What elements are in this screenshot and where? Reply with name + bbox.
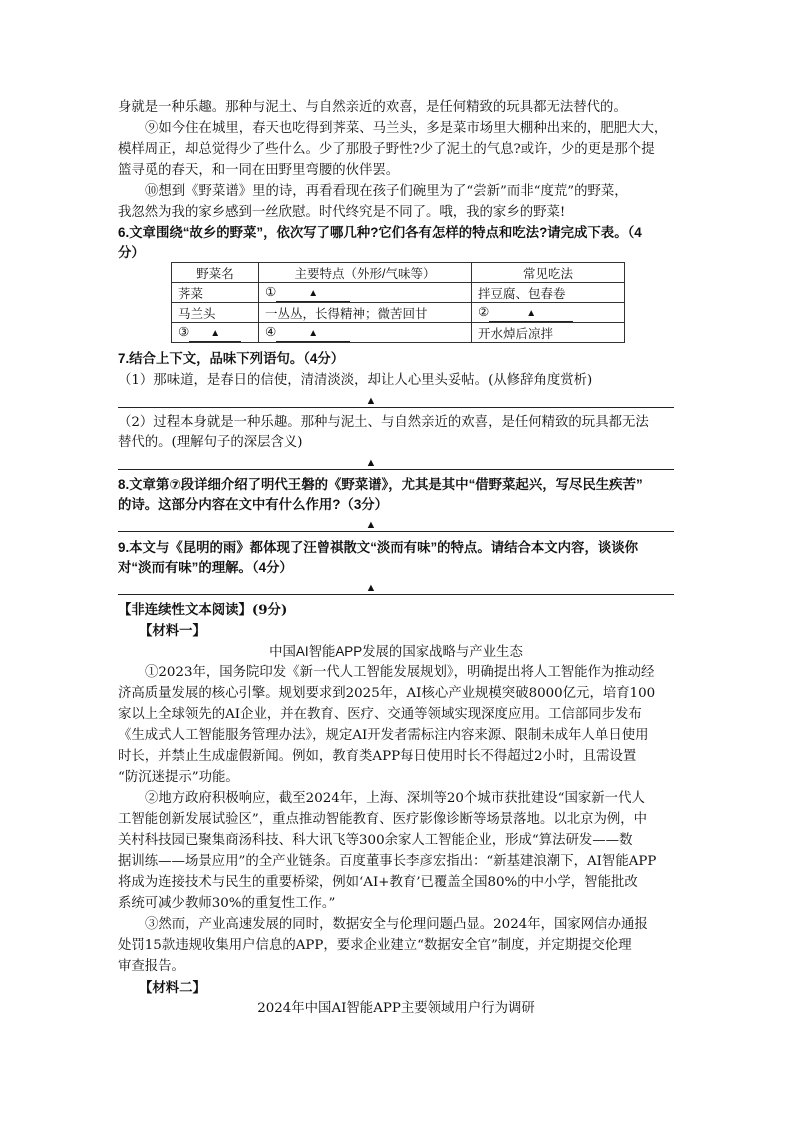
question-7: 7.结合上下文，品味下列语句。（4分） bbox=[118, 351, 345, 366]
answer-line[interactable] bbox=[118, 407, 674, 408]
question-7-item-2: （2）过程本身就是一种乐趣。那种与泥土、与自然亲近的欢喜，是任何精致的玩具都无法 bbox=[118, 415, 649, 430]
question-7-item-1: （1）那味道，是春日的信使，清清淡淡，却让人心里头妥帖。(从修辞角度赏析) bbox=[118, 373, 593, 388]
paragraph-1: ①2023年，国务院印发《新一代人工智能发展规划》，明确提出将人工智能作为推动经 bbox=[145, 665, 655, 680]
table-cell: 开水焯后凉拌 bbox=[472, 323, 625, 343]
blank-label: ③ bbox=[178, 324, 190, 339]
paragraph-2-cont: 系统可减少教师30%的重复性工作。” bbox=[118, 896, 336, 911]
triangle-marker: ▲ bbox=[308, 287, 319, 299]
table-cell bbox=[259, 323, 472, 343]
answer-marker: ▲ bbox=[365, 395, 377, 407]
triangle-marker: ▲ bbox=[308, 327, 319, 339]
blank-label: ④ bbox=[265, 324, 277, 339]
material-1-title: 中国AI智能APP发展的国家战略与产业生态 bbox=[269, 644, 523, 659]
paragraph-9-cont: 模样周正，却总觉得少了些什么。少了那股子野性?少了泥土的气息?或许，少的更是那个提 bbox=[118, 142, 655, 157]
triangle-marker: ▲ bbox=[526, 307, 537, 319]
answer-marker: ▲ bbox=[365, 519, 377, 531]
paragraph-3-cont: 审查报告。 bbox=[118, 959, 185, 974]
paragraph-2-cont: 工智能创新发展试验区”，重点推动智能教育、医疗影像诊断等场景落地。以北京为例，中 bbox=[118, 812, 648, 827]
paragraph-2-cont: 关村科技园已聚集商汤科技、科大讯飞等300余家人工智能企业，形成“算法研发——数 bbox=[118, 833, 633, 848]
vegetable-table bbox=[171, 262, 625, 343]
question-9: 9.本文与《昆明的雨》都体现了汪曾祺散文“淡而有味”的特点。请结合本文内容，谈谈你 bbox=[118, 540, 639, 555]
paragraph-1-cont: 家以上全球领先的AI企业，并在教育、医疗、交通等领域实现深度应用。工信部同步发布 bbox=[118, 707, 642, 722]
paragraph-9-cont: 篮寻觅的春天，和一同在田野里弯腰的伙伴罢。 bbox=[118, 163, 400, 178]
paragraph-2-cont: 将成为连接技术与民生的重要桥梁，例如‘AI+教育’已覆盖全国80%的中小学，智能批改 bbox=[118, 875, 638, 890]
paragraph-1-cont: 济高质量发展的核心引擎。规划要求到2025年，AI核心产业规模突破8000亿元，培育100 bbox=[118, 686, 656, 701]
paragraph-3-cont: 处罚15款违规收集用户信息的APP，要求企业建立“数据安全官”制度，并定期提交伦理 bbox=[118, 938, 632, 953]
answer-blank[interactable] bbox=[276, 327, 350, 342]
table-cell bbox=[172, 323, 259, 343]
table-cell: 马兰头 bbox=[172, 303, 259, 323]
table-row bbox=[172, 303, 625, 323]
table-cell: 荠菜 bbox=[172, 283, 259, 303]
answer-blank[interactable] bbox=[189, 327, 241, 342]
paragraph-2-cont: 据训练——场景应用”的全产业链条。百度董事长李彦宏指出：“新基建浪潮下，AI智能APP bbox=[118, 854, 657, 869]
question-6: 6.文章围绕“故乡的野菜”，依次写了哪几种?它们各有怎样的特点和吃法?请完成下表。（4 bbox=[118, 225, 642, 240]
answer-line[interactable] bbox=[118, 469, 674, 470]
table-cell bbox=[259, 283, 472, 303]
paragraph-10-cont: 我忽然为我的家乡感到一丝欣慰。时代终究是不同了。哦，我的家乡的野菜! bbox=[118, 205, 566, 220]
column-header: 主要特点（外形/气味等） bbox=[259, 263, 472, 283]
paragraph-10: ⑩想到《野菜谱》里的诗，再看看现在孩子们碗里为了“尝新”而非“度荒”的野菜， bbox=[145, 184, 628, 199]
question-8-cont: 的诗。这部分内容在文中有什么作用?（3分） bbox=[118, 497, 389, 512]
table-row bbox=[172, 323, 625, 343]
question-6-cont: 分） bbox=[118, 245, 145, 260]
answer-line[interactable] bbox=[118, 594, 674, 595]
table-header-row bbox=[172, 263, 625, 283]
blank-label: ② bbox=[478, 304, 490, 319]
question-7-item-2-cont: 替代的。(理解句子的深层含义) bbox=[118, 435, 303, 450]
paragraph-1-cont: “防沉迷提示”功能。 bbox=[118, 770, 239, 785]
triangle-marker: ▲ bbox=[210, 327, 221, 339]
table-cell: 拌豆腐、包春卷 bbox=[472, 283, 625, 303]
answer-blank[interactable] bbox=[276, 287, 350, 302]
question-9-cont: 对“淡而有味”的理解。（4分） bbox=[118, 560, 293, 575]
column-header: 野菜名 bbox=[172, 263, 259, 283]
blank-label: ① bbox=[265, 284, 277, 299]
answer-line[interactable] bbox=[118, 531, 674, 532]
paragraph-9: ⑨如今住在城里，春天也吃得到荠菜、马兰头，多是菜市场里大棚种出来的，肥肥大大， bbox=[145, 121, 668, 136]
paragraph-3: ③然而，产业高速发展的同时，数据安全与伦理问题凸显。2024年，国家网信办通报 bbox=[145, 917, 648, 932]
section-heading: 【非连续性文本阅读】(9分) bbox=[118, 602, 288, 618]
paragraph-1-cont: 《生成式人工智能服务管理办法》，规定AI开发者需标注内容来源、限制未成年人单日使用 bbox=[118, 728, 649, 743]
table-row bbox=[172, 283, 625, 303]
answer-marker: ▲ bbox=[365, 582, 377, 594]
answer-blank[interactable] bbox=[489, 307, 573, 322]
material-2-title: 2024年中国AI智能APP主要领域用户行为调研 bbox=[257, 1001, 535, 1016]
paragraph-2: ②地方政府积极响应，截至2024年，上海、深圳等20个城市获批建设“国家新一代人 bbox=[145, 791, 645, 806]
paragraph-1-cont: 时长，并禁止生成虚假新闻。例如，教育类APP每日使用时长不得超过2小时，且需设置 bbox=[118, 749, 637, 764]
material-2-label: 【材料二】 bbox=[139, 980, 206, 996]
material-1-label: 【材料一】 bbox=[139, 623, 206, 639]
question-8: 8.文章第⑦段详细介绍了明代王磐的《野菜谱》，尤其是其中“借野菜起兴，写尽民生疾苦” bbox=[118, 477, 643, 492]
answer-marker: ▲ bbox=[365, 457, 377, 469]
column-header: 常见吃法 bbox=[472, 263, 625, 283]
table-cell: 一丛丛，长得精神；微苦回甘 bbox=[259, 303, 472, 323]
reading-line: 身就是一种乐趣。那种与泥土、与自然亲近的欢喜，是任何精致的玩具都无法替代的。 bbox=[118, 100, 627, 115]
table-cell bbox=[472, 303, 625, 323]
